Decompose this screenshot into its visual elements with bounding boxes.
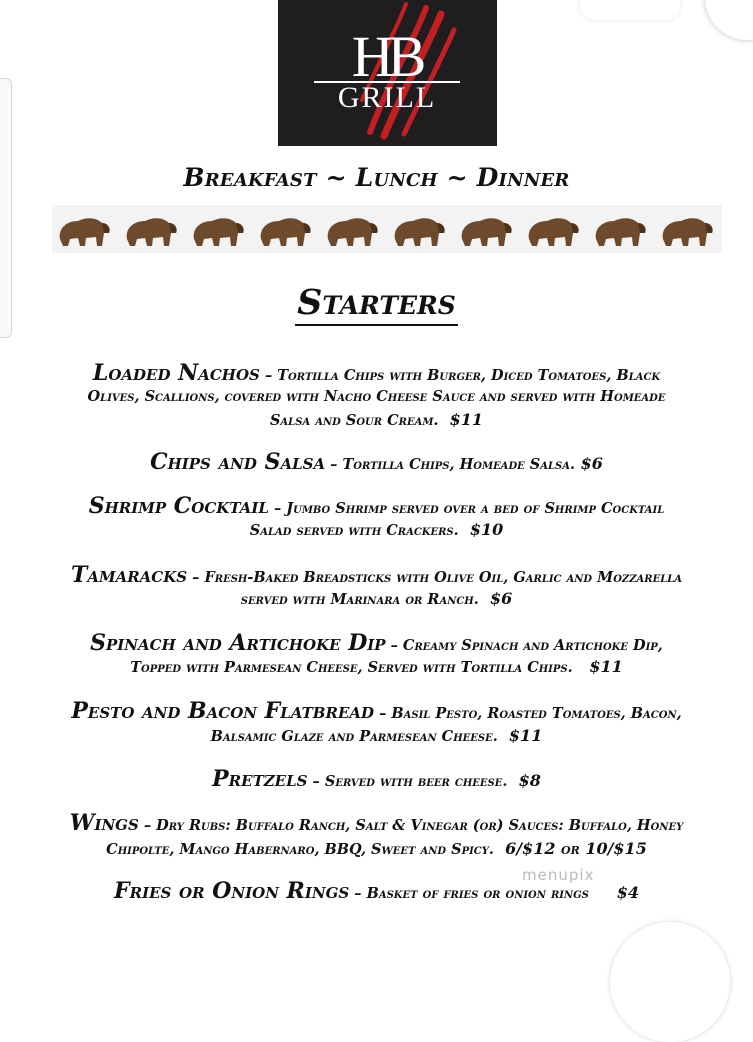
item-price: $11 [449,410,484,429]
bear-divider [52,205,722,253]
item-price: $8 [518,771,541,790]
menu-item-chips-and-salsa: Chips and Salsa – Tortilla Chips, Homeade Salsa. $6 [150,449,603,475]
top-right-overlay-circle[interactable] [705,0,753,40]
menu-item-shrimp-cocktail: Shrimp Cocktail – Jumbo Shrimp served over a bed of Shrimp Cocktail Salad served with Crackers. $10 [88,493,665,539]
meal-times-tagline: Breakfast ~ Lunch ~ Dinner [183,163,570,192]
menu-item-loaded-nachos: Loaded Nachos – Tortilla Chips with Burger, Diced Tomatoes, Black Olives, Scallions, covered with Nacho Cheese Sauce and served with Homeade Salsa and Sour Cream. $11 [87,360,666,429]
menu-item-spinach-artichoke-dip: Spinach and Artichoke Dip – Creamy Spinach and Artichoke Dip, Topped with Parmesean Cheese, Served with Tortilla Chips. $11 [90,630,663,676]
item-price: $6 [580,454,603,473]
logo-graphic [278,0,497,146]
bear-icon [458,213,514,249]
menu-item-fries-onion-rings: Fries or Onion Rings – Basket of fries or onion rings $4 [114,878,639,904]
menu-item-wings: Wings – Dry Rubs: Buffalo Ranch, Salt & Vinegar (or) Sauces: Buffalo, Honey Chipolte, Mango Habernaro, BBQ, Sweet and Spicy. 6/$12 or 10/$15 [69,810,684,858]
section-title-starters: Starters [0,282,753,323]
item-price: $10 [469,520,504,539]
bear-icon [525,213,581,249]
top-overlay-pill [580,0,680,20]
item-price: $4 [616,883,639,902]
bear-icon [123,213,179,249]
item-price: $11 [589,657,623,676]
bear-icon [257,213,313,249]
menupix-watermark: menupix [522,866,595,884]
bear-icon [324,213,380,249]
logo-word: GRILL [337,81,437,114]
bear-icon [659,213,715,249]
item-price: 6/$12 or 10/$15 [505,839,647,858]
logo-monogram: HB [351,24,421,89]
bear-icon [592,213,648,249]
bear-icon [190,213,246,249]
item-price: $6 [489,589,513,608]
hb-grill-logo [278,0,497,146]
menu-item-pesto-bacon-flatbread: Pesto and Bacon Flatbread – Basil Pesto, Roasted Tomatoes, Bacon, Balsamic Glaze and Parmesean Cheese. $11 [71,698,682,745]
menu-item-pretzels: Pretzels – Served with beer cheese. $8 [212,766,541,792]
menu-item-tamaracks: Tamaracks – Fresh-Baked Breadsticks with Olive Oil, Garlic and Mozzarella served with Marinara or Ranch. $6 [70,562,683,608]
bottom-right-overlay-circle[interactable] [610,922,730,1042]
item-price: $11 [508,726,543,745]
bear-icon [391,213,447,249]
bear-icon [56,213,112,249]
